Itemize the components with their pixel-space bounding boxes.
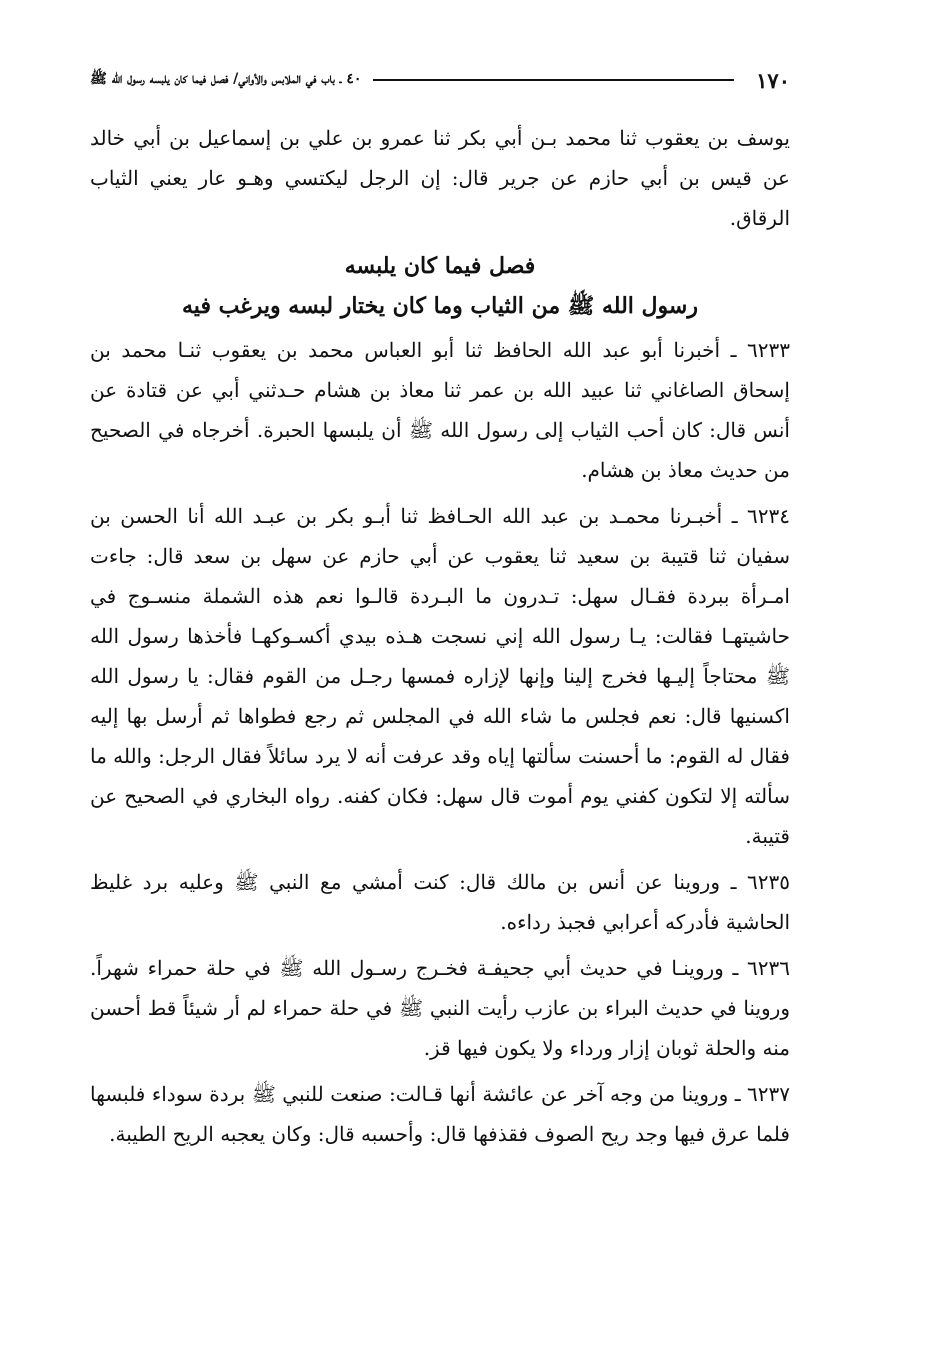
section-heading-line1: فصل فيما كان يلبسه: [344, 253, 536, 279]
hadith-dash: ـ: [728, 1082, 741, 1106]
running-header: [90, 60, 790, 100]
hadith-number: ٦٢٣٥: [747, 870, 791, 894]
header-title: ٤٠ ـ باب في الملابس والأواني/ فصل فيما كان يلبسه رسول الله ﷺ: [90, 71, 362, 87]
hadith-text: وروينـا في حديث أبي جحيفـة فخـرج رسـول الله ﷺ في حلة حمراء شهراً. وروينا في حديث البراء بن عازب رأيت النبي ﷺ في حلة حمراء لم أر شيئاً قط أحسن منه والحلة ثوبان إزار ورداء ولا يكون فيها قز.: [90, 956, 790, 1060]
hadith-text: وروينا عن أنس بن مالك قال: كنت أمشي مع النبي ﷺ وعليه برد غليظ الحاشية فأدركه أعرابي فجبذ رداءه.: [90, 870, 790, 934]
page-body: [90, 118, 790, 1154]
hadith-text: أخبـرنا محمـد بن عبد الله الحـافظ ثنا أبـو بكر بن عبـد الله أنا الحسن بن سفيان ثنا قتيبة بن سعيد ثنا يعقوب عن أبي حازم عن سهل بن سعد قال: جاءت امـرأة ببردة فقـال سهل: تـدرون ما البـردة قالـوا نعم هذه الشملة منسـوج في حاشيتهـا فقالت: يـا رسول الله إني نسجت هـذه بيدي أكسـوكهـا فأخذها رسول الله ﷺ محتاجاً إليـها فخرج إلينا وإنها لإزاره فمسها رجـل من القوم فقال: يا رسول الله اكسنيها قال: نعم فجلس ما شاء الله في المجلس ثم رجع فطواها ثم أرسل بها إليه فقال له القوم: ما أحسنت سألتها إياه وقد عرفت أنه لا يرد سائلاً فقال الرجل: والله ما سألته إلا لتكون كفني يوم أموت قال سهل: فكان كفنه. رواه البخاري في الصحيح عن قتيبة.: [90, 504, 790, 848]
hadith-dash: ـ: [723, 956, 739, 980]
hadith-6236: [90, 948, 790, 1068]
hadith-number: ٦٢٣٧: [747, 1082, 791, 1106]
opening-paragraph: يوسف بن يعقوب ثنا محمد بـن أبي بكر ثنا عمرو بن علي بن إسماعيل بن أبي خالد عن قيس بن أبي حازم عن جرير قال: إن الرجل ليكتسي وهـو عار يعني الثياب الرقاق.: [90, 126, 790, 230]
hadith-text: أخبرنا أبو عبد الله الحافظ ثنا أبو العباس محمد بن يعقوب ثنـا محمد بن إسحاق الصاغاني ثنا عبيد الله بن عمر ثنا معاذ بن هشام حـدثني أبي عن قتادة عن أنس قال: كان أحب الثياب إلى رسول الله ﷺ أن يلبسها الحبرة. أخرجاه في الصحيح من حديث معاذ بن هشام.: [90, 338, 790, 482]
hadith-dash: ـ: [722, 504, 738, 528]
hadith-6234: [90, 496, 790, 856]
section-heading: [90, 246, 790, 326]
hadith-number: ٦٢٣٤: [747, 504, 790, 528]
hadith-6233: [90, 330, 790, 490]
page-number: ١٧٠: [756, 67, 790, 93]
hadith-dash: ـ: [720, 870, 737, 894]
hadith-6237: [90, 1074, 790, 1154]
hadith-text: وروينا من وجه آخر عن عائشة أنها قـالت: صنعت للنبي ﷺ بردة سوداء فلبسها فلما عرق فيها وجد ريح الصوف فقذفها قال: وأحسبه قال: وكان يعجبه الريح الطيبة.: [90, 1082, 790, 1146]
hadith-number: ٦٢٣٦: [747, 956, 790, 980]
hadith-6235: [90, 862, 790, 942]
hadith-number: ٦٢٣٣: [747, 338, 790, 362]
header-rule: [373, 79, 734, 81]
hadith-dash: ـ: [720, 338, 737, 362]
book-page: [90, 60, 790, 1320]
section-heading-line2: رسول الله ﷺ من الثياب وما كان يختار لبسه ويرغب فيه: [182, 293, 698, 319]
